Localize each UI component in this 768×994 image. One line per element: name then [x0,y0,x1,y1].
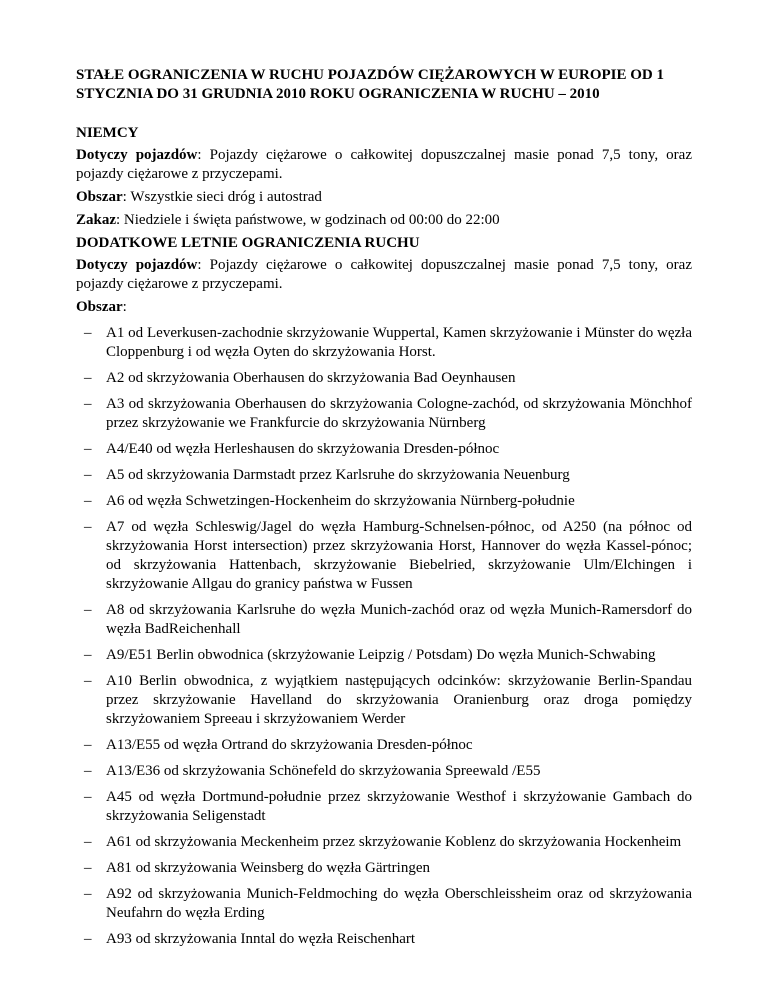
vehicles-text-1: : Pojazdy ciężarowe o całkowitej dopuszczalnej masie ponad 7,5 tony, oraz pojazdy ciężarowe z przyczepami. [76,147,692,182]
dash-bullet: – [84,737,92,753]
dash-bullet: – [84,931,92,947]
list-item [76,859,692,878]
list-item [76,369,692,388]
road-text: A7 od węzła Schleswig/Jagel do węzła Hamburg-Schnelsen-północ, od A250 (na północ od skrzyżowania Horst intersection) przez skrzyżowania Horst, Hannover do węzła Kassel-pónoc; od skrzyżowania Hattenbach, skrzyżowanie Biebelried, skrzyżowanie Ulm/Elchingen i skrzyżowanie Allgau do granicy państwa w Fussen [106,519,692,592]
list-item [76,788,692,826]
list-item [76,324,692,362]
road-text: A4/E40 od węzła Herleshausen do skrzyżowania Dresden-północ [106,441,500,457]
list-item [76,492,692,511]
road-text: A61 od skrzyżowania Meckenheim przez skrzyżowanie Koblenz do skrzyżowania Hockenheim [106,834,682,850]
dash-bullet: – [84,602,92,618]
dash-bullet: – [84,673,92,689]
ban-label-1: Zakaz [76,212,117,228]
dash-bullet: – [84,396,92,412]
road-text: A1 od Leverkusen-zachodnie skrzyżowanie Wuppertal, Kamen skrzyżowanie i Münster do węzła Cloppenburg i od węzła Oyten do skrzyżowania Horst. [106,325,692,360]
area-paragraph-1 [76,188,692,207]
summer-restrictions-heading: DODATKOWE LETNIE OGRANICZENIA RUCHU [76,235,420,251]
road-text: A45 od węzła Dortmund-południe przez skrzyżowanie Westhof i skrzyżowanie Gambach do skrzyżowania Seligenstadt [106,789,692,824]
vehicles-paragraph-1 [76,146,692,184]
roads-list [76,324,692,949]
list-item [76,440,692,459]
vehicles-label-2: Dotyczy pojazdów [76,257,198,273]
dash-bullet: – [84,834,92,850]
list-item [76,646,692,665]
country-heading: NIEMCY [76,125,139,141]
road-text: A6 od węzła Schwetzingen-Hockenheim do skrzyżowania Nürnberg-południe [106,493,575,509]
dash-bullet: – [84,519,92,535]
list-item [76,736,692,755]
area-text-2: : [122,299,127,315]
list-item [76,930,692,949]
vehicles-text-2: : Pojazdy ciężarowe o całkowitej dopuszczalnej masie ponad 7,5 tony, oraz pojazdy ciężarowe z przyczepami. [76,257,692,292]
dash-bullet: – [84,886,92,902]
vehicles-label-1: Dotyczy pojazdów [76,147,198,163]
list-item [76,833,692,852]
dash-bullet: – [84,493,92,509]
road-text: A10 Berlin obwodnica, z wyjątkiem następujących odcinków: skrzyżowanie Berlin-Spandau przez skrzyżowanie Havelland do skrzyżowania Oranienburg oraz droga pomiędzy skrzyżowaniem Spreeau i skrzyżowaniem Werder [106,673,692,727]
list-item [76,762,692,781]
vehicles-paragraph-2 [76,256,692,294]
road-text: A13/E36 od skrzyżowania Schönefeld do skrzyżowania Spreewald /E55 [106,763,541,779]
road-text: A13/E55 od węzła Ortrand do skrzyżowania Dresden-północ [106,737,473,753]
list-item [76,601,692,639]
road-text: A2 od skrzyżowania Oberhausen do skrzyżowania Bad Oeynhausen [106,370,516,386]
list-item [76,466,692,485]
road-text: A5 od skrzyżowania Darmstadt przez Karlsruhe do skrzyżowania Neuenburg [106,467,570,483]
road-text: A8 od skrzyżowania Karlsruhe do węzła Munich-zachód oraz od węzła Munich-Ramersdorf do węzła BadReichenhall [106,602,692,637]
document-title: STAŁE OGRANICZENIA W RUCHU POJAZDÓW CIĘŻAROWYCH W EUROPIE OD 1 STYCZNIA DO 31 GRUDNIA 2010 ROKU OGRANICZENIA W RUCHU – 2010 [76,67,665,102]
area-label-2: Obszar [76,299,123,315]
road-text: A9/E51 Berlin obwodnica (skrzyżowanie Leipzig / Potsdam) Do węzła Munich-Schwabing [106,647,656,663]
area-text-1: : Wszystkie sieci dróg i autostrad [122,189,322,205]
road-text: A81 od skrzyżowania Weinsberg do węzła Gärtringen [106,860,430,876]
area-label-1: Obszar [76,189,123,205]
ban-text-1: : Niedziele i święta państwowe, w godzinach od 00:00 do 22:00 [116,212,500,228]
road-text: A93 od skrzyżowania Inntal do węzła Reischenhart [106,931,416,947]
dash-bullet: – [84,441,92,457]
dash-bullet: – [84,325,92,341]
dash-bullet: – [84,763,92,779]
road-text: A3 od skrzyżowania Oberhausen do skrzyżowania Cologne-zachód, od skrzyżowania Mönchhof przez skrzyżowanie we Frankfurcie do skrzyżowania Nürnberg [106,396,692,431]
dash-bullet: – [84,647,92,663]
dash-bullet: – [84,789,92,805]
dash-bullet: – [84,860,92,876]
dash-bullet: – [84,370,92,386]
area-paragraph-2 [76,298,692,317]
list-item [76,395,692,433]
dash-bullet: – [84,467,92,483]
list-item [76,518,692,594]
road-text: A92 od skrzyżowania Munich-Feldmoching do węzła Oberschleissheim oraz od skrzyżowania Neufahrn do węzła Erding [106,886,692,921]
list-item [76,885,692,923]
ban-paragraph-1 [76,211,692,230]
list-item [76,672,692,729]
